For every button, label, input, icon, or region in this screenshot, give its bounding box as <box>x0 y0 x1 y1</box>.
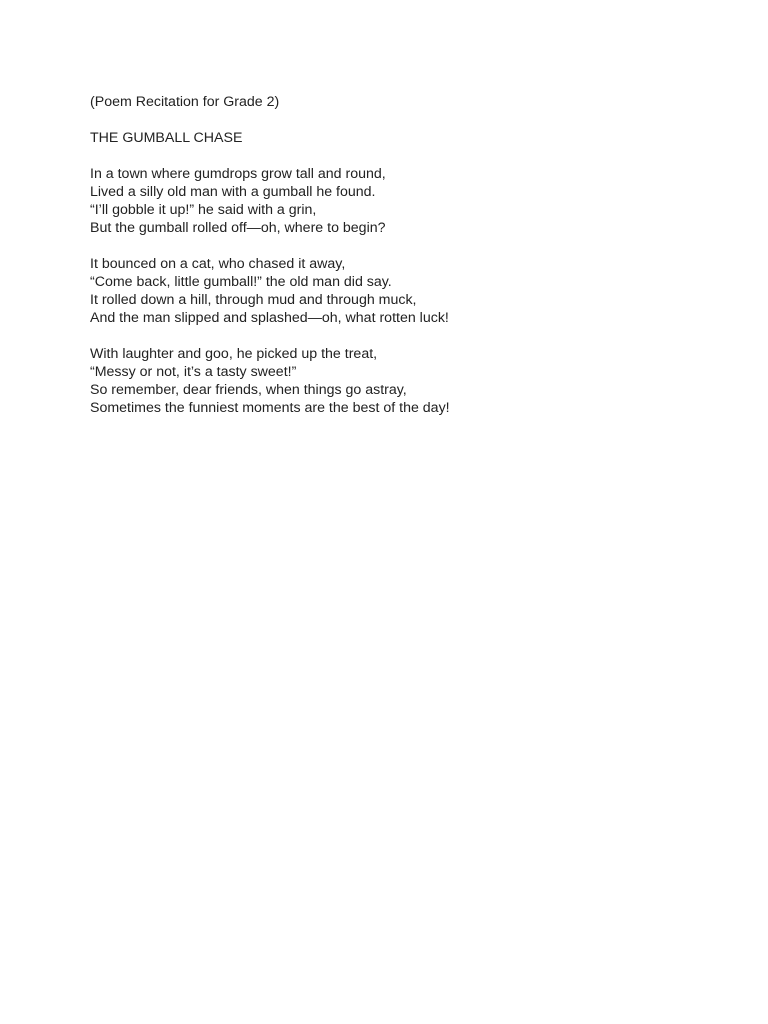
poem-line: Lived a silly old man with a gumball he found. <box>90 184 376 200</box>
stanza-1 <box>90 165 768 237</box>
poem-line: In a town where gumdrops grow tall and round, <box>90 166 386 182</box>
stanza-3 <box>90 345 768 417</box>
poem-line: “Messy or not, it’s a tasty sweet!” <box>90 364 297 380</box>
poem-line: Sometimes the funniest moments are the best of the day! <box>90 400 450 416</box>
poem-line: “I’ll gobble it up!” he said with a grin, <box>90 202 317 218</box>
stanza-2 <box>90 255 768 327</box>
poem-line: But the gumball rolled off—oh, where to begin? <box>90 220 386 236</box>
poem-subtitle: (Poem Recitation for Grade 2) <box>90 94 280 110</box>
poem-line: It rolled down a hill, through mud and through muck, <box>90 292 417 308</box>
poem-line: “Come back, little gumball!” the old man did say. <box>90 274 392 290</box>
poem-title: THE GUMBALL CHASE <box>90 130 243 146</box>
poem-line: With laughter and goo, he picked up the treat, <box>90 346 378 362</box>
poem-line: So remember, dear friends, when things go astray, <box>90 382 407 398</box>
poem-line: It bounced on a cat, who chased it away, <box>90 256 346 272</box>
poem-line: And the man slipped and splashed—oh, what rotten luck! <box>90 310 449 326</box>
